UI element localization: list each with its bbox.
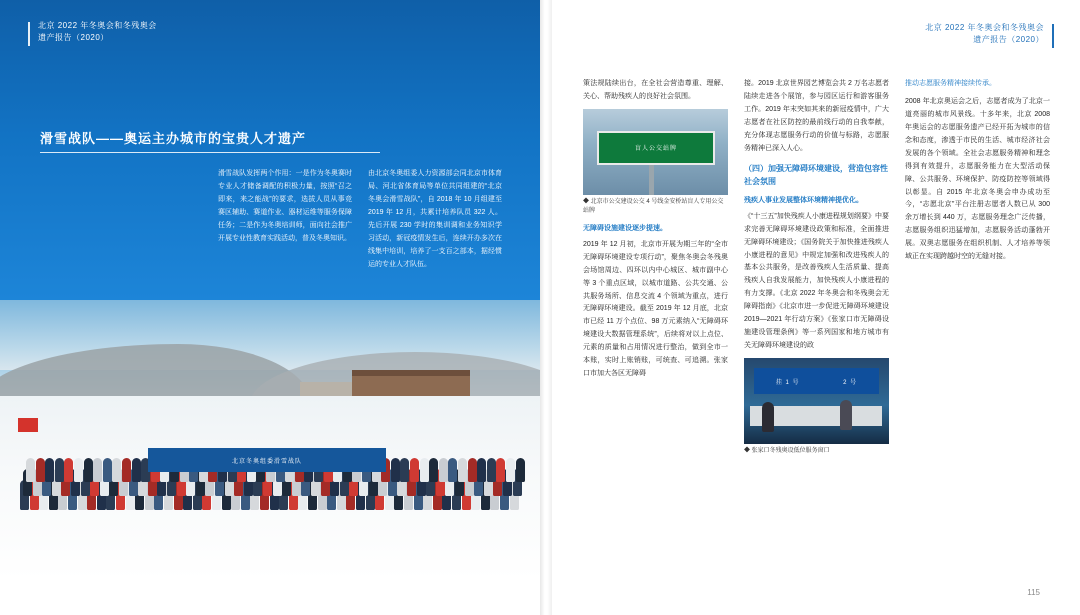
right-column-2: [744, 78, 889, 558]
crowd-person: [458, 458, 467, 482]
crowd-person: [468, 458, 477, 482]
crowd-person: [400, 458, 409, 482]
crowd-person: [516, 458, 525, 482]
crowd-person: [45, 458, 54, 482]
figure-bus-sign: [583, 109, 728, 195]
left-column-2: 滑雪战队发挥两个作用：一是作为冬奥赛时专业人才储备调配的积极力量，按照“召之即来，来之能战”的要求，选拔人员从事竞赛区辅助、赛道作业、器材运维等服务保障任务；二是作为冬奥培训师，面向社会推广开展专业性教育实践活动，普及冬奥知识。: [218, 170, 352, 242]
figure-caption: ◆ 北京市公交建设公交 4 号线金安桥站盲人专用公交站牌: [583, 198, 724, 214]
figure-person: [762, 402, 774, 432]
crowd-person: [36, 458, 45, 482]
crowd-person: [122, 458, 131, 482]
bus-sign-pole: [649, 165, 654, 195]
crowd-person: [64, 458, 73, 482]
right-column-3: [583, 78, 728, 558]
right-body-columns: [582, 78, 1050, 558]
paragraph-lead-blue: 推动志愿服务精神接续传承。: [905, 80, 996, 87]
counter-label-right: 2 号: [843, 379, 858, 386]
figure-service-counter: [744, 358, 889, 444]
crowd-person: [487, 458, 496, 482]
left-page-number: 114: [44, 588, 60, 597]
left-column-3: [68, 168, 202, 272]
title-underline: [40, 152, 380, 153]
bus-sign-text: 盲人公交站牌: [634, 146, 677, 153]
crowd-person: [103, 458, 112, 482]
bus-sign-board: [597, 131, 715, 165]
left-running-header: [38, 20, 338, 44]
left-column-1: 由北京冬奥组委人力资源部会同北京市体育局、河北省体育局等单位共同组建的“北京冬奥会滑雪战队”，自 2018 年 10 月组建至 2019 年 12 月，共累计培养队员 322 人。先后开展 230 学时的集训调和业务知识学习活动，新冠疫情发生后，连续开办多次在线集中培训，培养了一支百之部本，据经惯运的专业人才队伍。: [368, 170, 502, 268]
crowd-person: [448, 458, 457, 482]
left-header-line2: 遗产报告（2020）: [38, 33, 109, 42]
photo-banner: 北京冬奥组委滑雪战队: [148, 448, 386, 472]
crowd-person: [429, 458, 438, 482]
right-page: [552, 0, 1080, 615]
paragraph: 2019 年 12 月初，北京市开展为期三年的“全市无障碍环境建设专项行动”，聚焦冬奥会冬残奥会场馆周边、四环以内中心城区、城市副中心等 3 个重点区域，以城市道路、公共交通、公共服务场所、信息交流 4 个领域为重点，进行无障碍环境建设。截至 2019 年 12 月底，北京市已经 11 万个点位、98 万元素纳入“无障碍环境建设大数据管理系统”，后续将对以上点位、元素的质量和占用情况进行整治，做到全市一本账，实时上账销账，可统查、可追溯。张家口市加大各区无障碍: [583, 240, 728, 378]
figure-person: [840, 400, 852, 430]
left-body-columns: [42, 168, 502, 272]
crowd-person: [132, 458, 141, 482]
left-title-block: [40, 128, 440, 153]
paragraph: 《“十三五”加快残疾人小康进程规划纲要》中要求完善无障碍环境建设政策和标准，全面推进无障碍环境建设；《国务院关于加快推进残疾人小康进程的意见》中规定加强和改进残疾人的基本公共服务，是改善残疾人生活质量、提高残疾人自我发展能力，加快残疾人小康进程的有力支撑。《北京 2022 年冬奥会和冬残奥会无障碍指南》《北京市进一步促进无障碍环境建设 2019—2021 年行动方案》《张家口市无障碍设施建设管理条例》等一系列国家和地方城市有关无障碍环境建设的政: [744, 212, 889, 350]
right-header-line2: 遗产报告（2020）: [973, 35, 1044, 45]
section-heading: （四）加强无障碍环境建设，营造包容性社会氛围: [744, 163, 888, 187]
paragraph: 策法规陆续出台，在全社会营造尊重、理解、关心、帮助残疾人的良好社会氛围。: [583, 80, 728, 100]
left-header-line1: 北京 2022 年冬奥会和冬残奥会: [38, 21, 157, 30]
page-title: 滑雪战队——奥运主办城市的宝贵人才遗产: [40, 131, 307, 146]
paragraph: 接。2019 北京世界园艺博览会共 2 万名志愿者陆续走进各个展馆，参与园区运行和游客服务工作。2019 年末突如其来的新冠疫情中，广大志愿者在社区防控的最前线行动的自我奉献，充分体现志愿服务行动的价值与标路，志愿服务精神已深入人心。: [744, 80, 889, 152]
crowd-person: [74, 458, 83, 482]
crowd-person: [55, 458, 64, 482]
crowd-person: [391, 458, 400, 482]
subsection-heading: 无障碍设施建设逐步提速。: [583, 224, 667, 232]
right-page-number: 115: [1027, 588, 1040, 597]
header-rule: [28, 22, 30, 46]
counter-label-left: 挂 1 号: [775, 379, 800, 386]
crowd-person: [496, 458, 505, 482]
book-gutter: [540, 0, 552, 615]
crowd-person: [26, 458, 35, 482]
counter-sign: [754, 368, 879, 394]
header-rule-right: [1052, 24, 1054, 48]
crowd-person: [84, 458, 93, 482]
figure-caption: ◆ 张家口冬残奥设低位服务窗口: [744, 448, 830, 455]
crowd-person: [506, 458, 515, 482]
crowd-person: [410, 458, 419, 482]
right-header-line1: 北京 2022 年冬奥会和冬残奥会: [925, 23, 1044, 32]
right-running-header: [925, 22, 1044, 47]
left-photo: [0, 300, 540, 580]
crowd-person: [112, 458, 121, 482]
crowd-person: [420, 458, 429, 482]
right-column-1: [905, 78, 1050, 558]
crowd-person: [477, 458, 486, 482]
crowd-person: [93, 458, 102, 482]
crowd-person: [439, 458, 448, 482]
paragraph: 2008 年北京奥运会之后，志愿者成为了北京一道亮丽的城市风景线。十多年来，北京 2008 年奥运会的志愿服务遗产已经开拓为城市的信念和态度，渗透于市民的生活、城市经济社会发展的各个领域。全社会志愿服务精神和理念得到有效提升，志愿服务能力在大型活动保障、公共服务、环境保护、防疫防控等领域得以彰显。自 2015 年北京冬奥会申办成功至今，“志愿北京”平台注册志愿者人数已从 300 余万增长到 440 万，志愿服务理念广泛传播，志愿服务组织迅猛增加，志愿服务活动蓬勃开展。双奥志愿服务在组织机制、人才培养等领域正在实现跨越时空的无缝对接。: [905, 97, 1050, 261]
subsection-heading: 残疾人事业发展整体环境精神提优化。: [744, 196, 863, 204]
